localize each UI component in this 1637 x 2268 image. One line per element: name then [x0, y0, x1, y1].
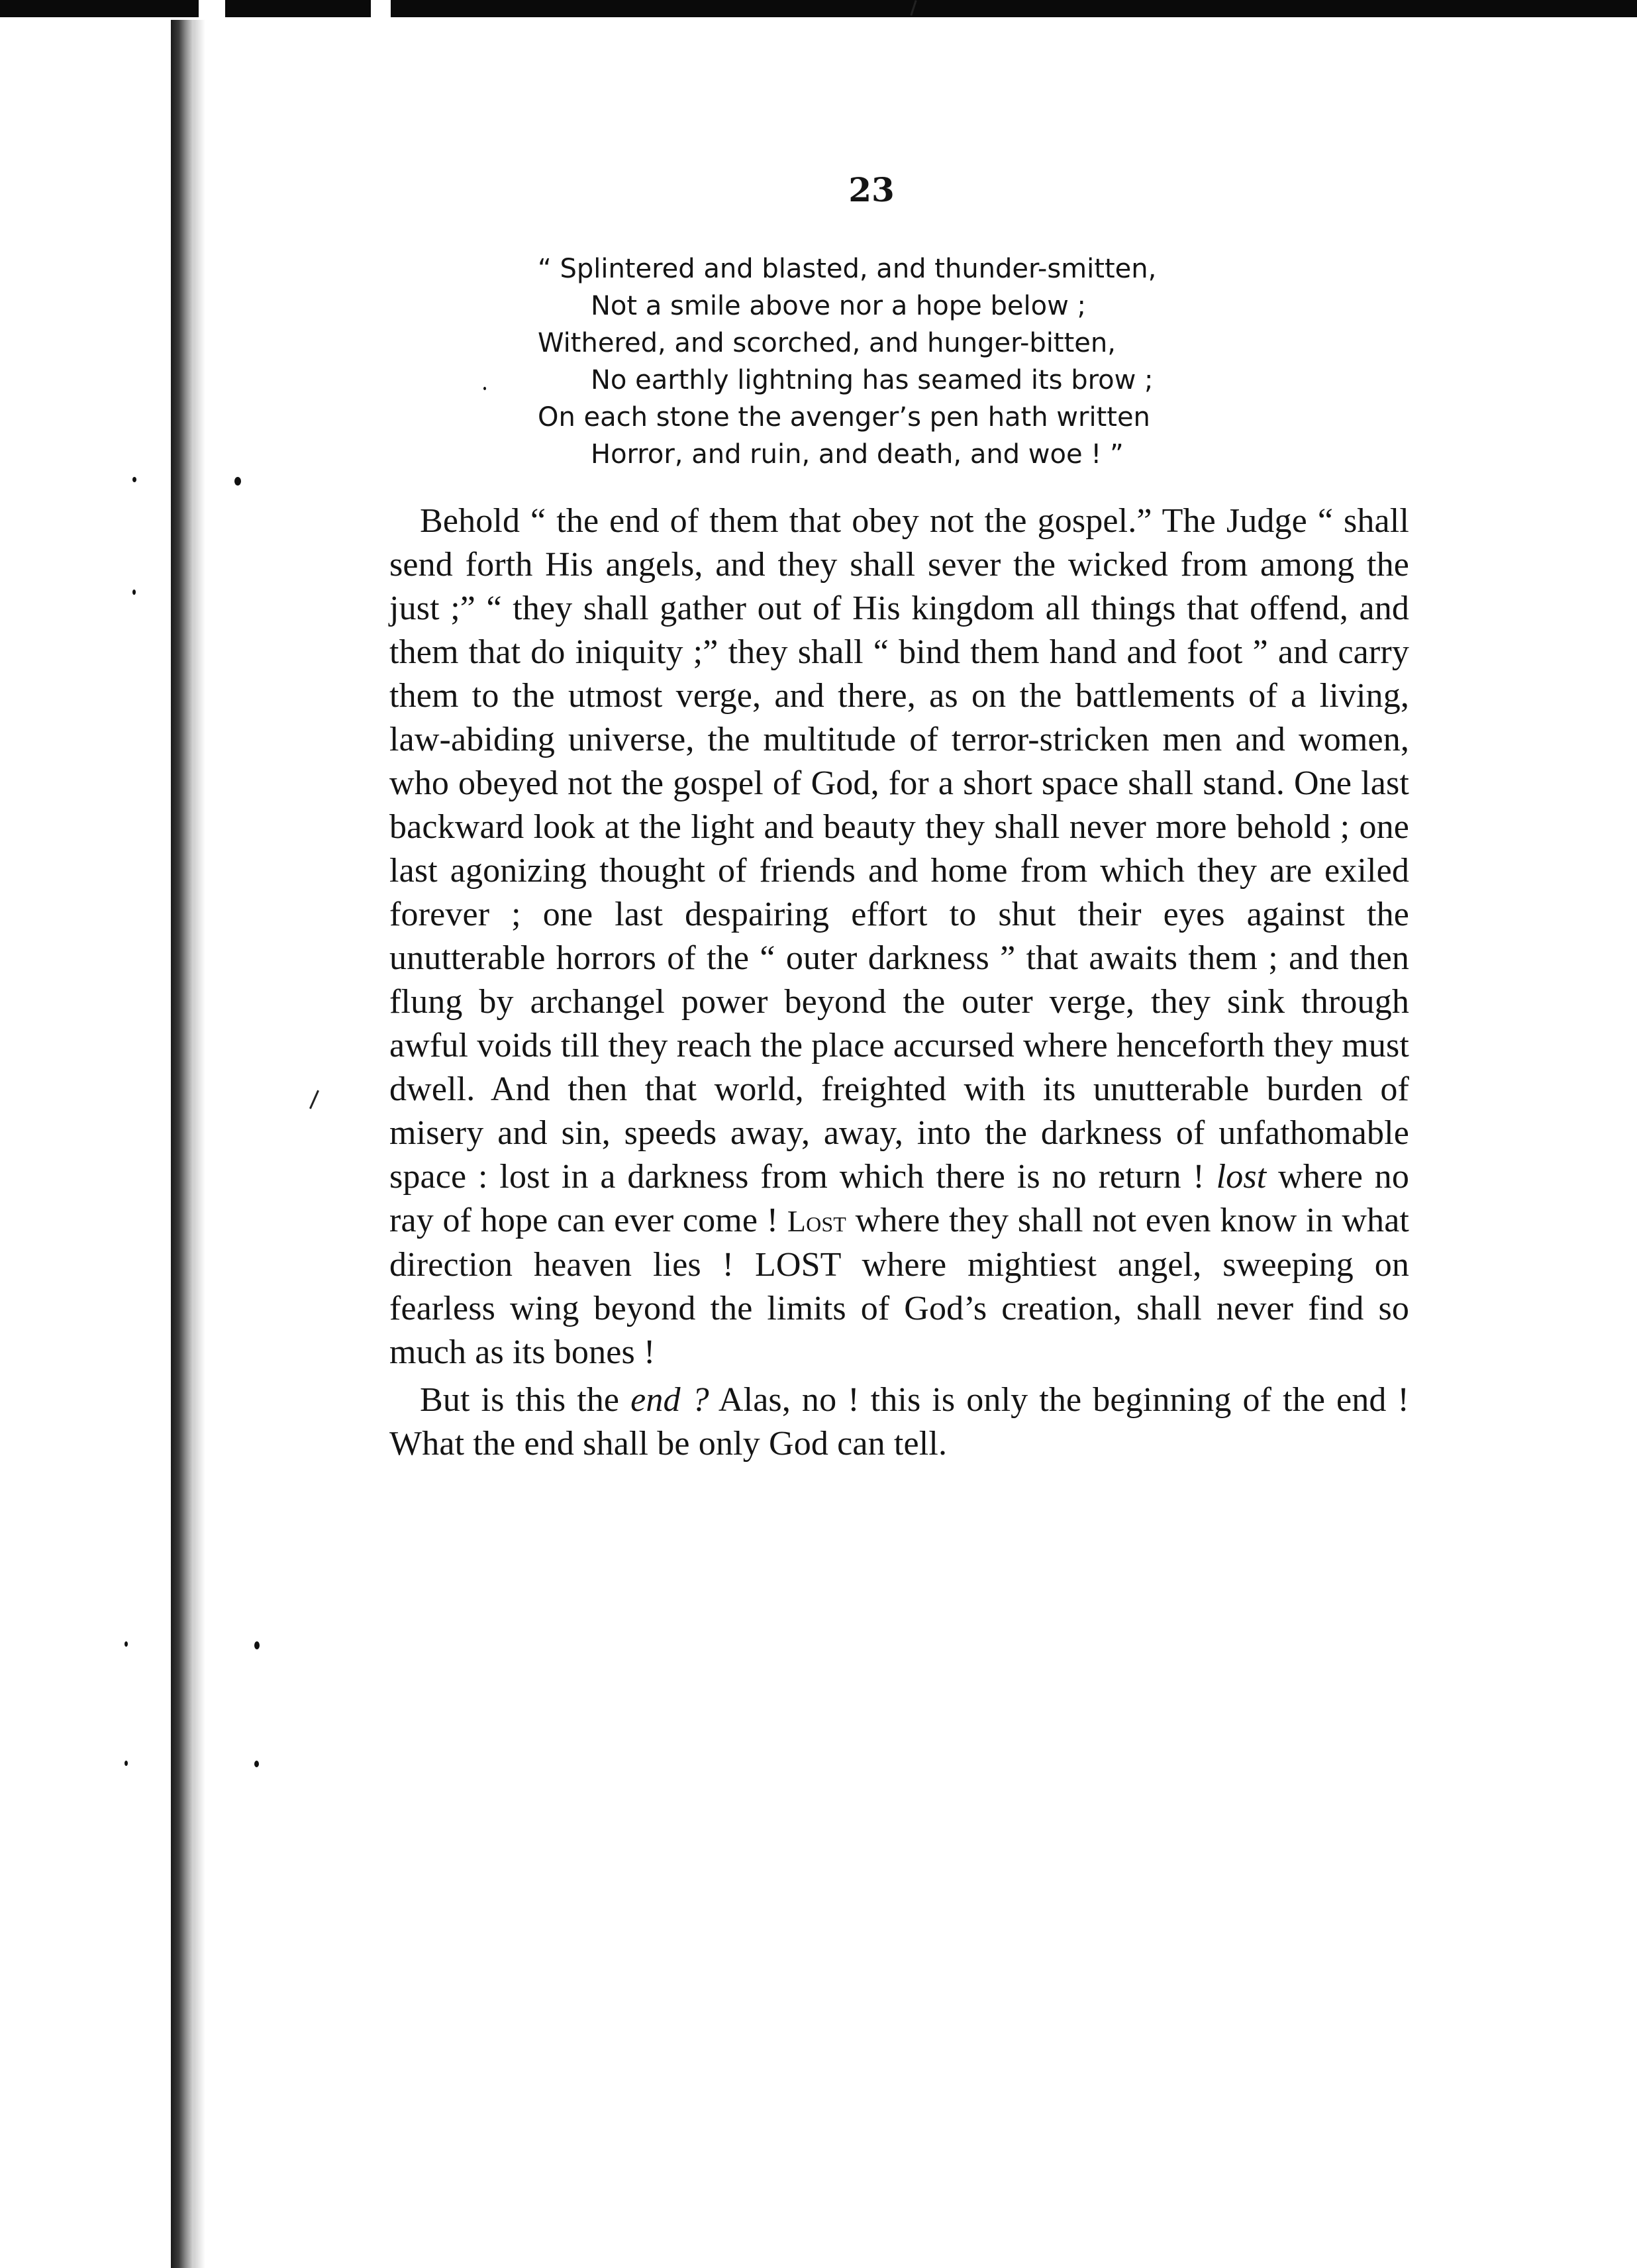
scan-speck — [254, 1761, 259, 1767]
page-number: 23 — [848, 170, 895, 209]
poem-line: Not a smile above nor a hope below ; — [591, 291, 1086, 321]
scan-scratch — [309, 1090, 319, 1109]
paragraph — [389, 499, 1409, 1374]
poem-epigraph — [538, 250, 1200, 473]
scan-speck — [483, 387, 486, 390]
paragraph-text: where they shall not even know in what direction heaven lies ! LOST where mightiest angel, sweeping on fearless wing beyond the limits of God’s creation, shall never find so much as its bones ! — [389, 1202, 1410, 1371]
paragraph-text: Alas, no ! this is only the beginning of the end ! What the end shall be only God can tell. — [389, 1381, 1410, 1463]
paragraph — [389, 1378, 1409, 1466]
scan-border-gap — [199, 0, 225, 17]
poem-line: No earthly lightning has seamed its brow ; — [591, 365, 1154, 395]
poem-line: “ Splintered and blasted, and thunder-smitten, — [538, 254, 1157, 284]
paragraph-text: where no ray of hope can ever come ! — [389, 1158, 1409, 1239]
gutter-shadow — [193, 20, 205, 2268]
emphasis-text: lost — [1216, 1158, 1267, 1196]
book-spine-edge — [171, 20, 193, 2268]
poem-line: Horror, and ruin, and death, and woe ! ” — [591, 439, 1124, 470]
scan-speck — [254, 1641, 260, 1649]
scan-speck — [234, 477, 241, 486]
scan-top-border — [0, 0, 1637, 17]
scan-speck — [124, 1761, 128, 1766]
poem-line: On each stone the avenger’s pen hath written — [538, 402, 1150, 433]
small-caps-text: Lost — [787, 1204, 846, 1238]
poem-line: Withered, and scorched, and hunger-bitten, — [538, 328, 1116, 358]
body-text — [389, 499, 1409, 1466]
scan-speck — [132, 477, 136, 482]
scan-border-gap — [371, 0, 391, 17]
paragraph-text: But is this the — [420, 1381, 620, 1419]
scan-speck — [132, 590, 136, 595]
scan-speck — [124, 1641, 128, 1647]
emphasis-text: end ? — [630, 1381, 709, 1419]
paragraph-text: Behold “ the end of them that obey not the gospel.” The Judge “ shall send forth His angels, and they shall sever the wicked from among the just ;” “ they shall gather out of His kingdom all things that offend, and them that do iniquity ;” they shall “ bind them hand and foot ” and carry them to the utmost verge, and there, as on the battlements of a living, law-abiding universe, the multitude of terror-stricken men and women, who obeyed not the gospel of God, for a short space shall stand. One last backward look at the light and beauty they shall never more behold ; one last agonizing thought of friends and home from which they are exiled forever ; one last despairing effort to shut their eyes against the unutterable horrors of the “ outer darkness ” that awaits them ; and then flung by archangel power beyond the outer verge, they sink through awful voids till they reach the place accursed where henceforth they must dwell. And then that world, freighted with its unutterable burden of misery and sin, speeds away, away, into the darkness of unfathomable space : lost in a darkness from which there is no return ! — [389, 502, 1409, 1196]
